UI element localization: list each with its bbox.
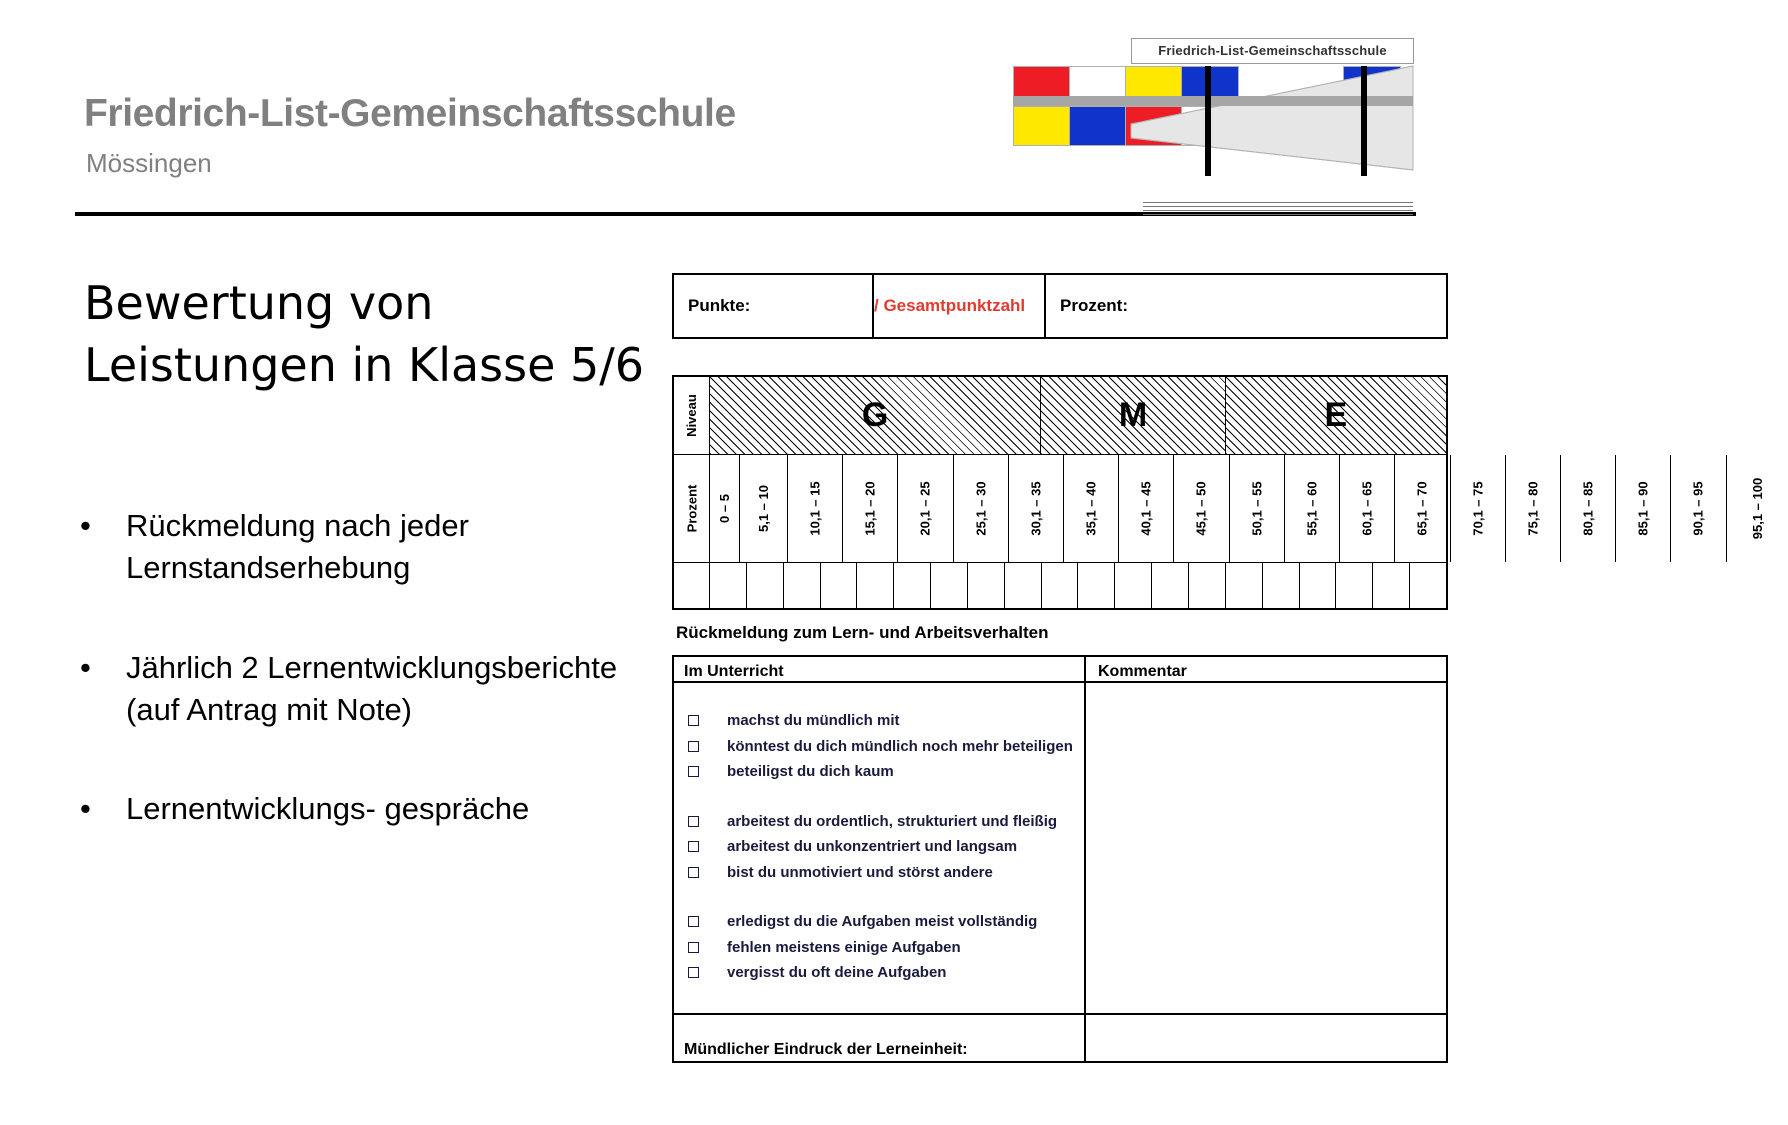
logo-bar-left [1205, 66, 1211, 176]
bullet-list [76, 505, 656, 888]
list-item [76, 647, 656, 731]
percent-range-cell [1671, 455, 1726, 562]
checkbox-icon[interactable] [688, 741, 699, 752]
percent-check-cell[interactable] [784, 563, 821, 608]
percent-range-text: 75,1 – 80 [1525, 481, 1541, 536]
checkbox-label: machst du mündlich mit [727, 712, 900, 729]
checkbox-group-muendlich [684, 711, 1084, 782]
percent-row [674, 455, 1765, 563]
bullet-text: Jährlich 2 Lernentwicklungsberichte (auf Antrag mit Note) [126, 649, 618, 727]
checkbox-label: beteiligst du dich kaum [727, 763, 894, 780]
niveau-table [672, 375, 1765, 610]
list-item[interactable] [684, 912, 1084, 932]
percent-range-text: 25,1 – 30 [973, 481, 989, 536]
percent-range-text: 15,1 – 20 [862, 481, 878, 536]
school-logo [1013, 34, 1413, 194]
checkbox-icon[interactable] [688, 967, 699, 978]
list-item[interactable] [684, 762, 1084, 782]
percent-check-cell[interactable] [894, 563, 931, 608]
bullet-text: Lernentwicklungs- gespräche [126, 791, 530, 827]
percent-check-cell[interactable] [1226, 563, 1263, 608]
checkbox-icon[interactable] [688, 867, 699, 878]
feedback-table [672, 655, 1448, 1063]
percent-range-cell [788, 455, 843, 562]
school-location: Mössingen [86, 148, 212, 178]
percent-check-cell[interactable] [747, 563, 784, 608]
checkbox-label: fehlen meistens einige Aufgaben [727, 938, 961, 956]
list-item[interactable] [684, 837, 1084, 857]
percent-range-text: 45,1 – 50 [1194, 481, 1210, 536]
percent-range-cell [740, 455, 788, 562]
list-item[interactable] [684, 963, 1084, 983]
percent-range-text: 30,1 – 35 [1028, 481, 1044, 536]
percent-range-cell [710, 455, 740, 562]
list-item[interactable] [684, 711, 1084, 731]
list-item [76, 788, 656, 830]
percent-range-cell [1119, 455, 1174, 562]
percent-range-cell [1451, 455, 1506, 562]
feedback-table-header [674, 657, 1446, 683]
percent-check-cell[interactable] [1300, 563, 1337, 608]
feedback-table-footer [674, 1015, 1446, 1062]
percent-check-cell[interactable] [1115, 563, 1152, 608]
percent-range-text: 95,1 – 100 [1749, 477, 1765, 540]
school-title: Friedrich-List-Gemeinschaftsschule [84, 92, 736, 135]
checkbox-label: erledigst du die Aufgaben meist vollständig [727, 913, 1038, 930]
bullet-text: Rückmeldung nach jeder Lernstandserhebung [126, 508, 469, 585]
slide-header [0, 0, 1500, 220]
checkbox-icon[interactable] [688, 715, 699, 726]
checkbox-label: arbeitest du unkonzentriert und langsam [727, 838, 1018, 855]
percent-range-text: 60,1 – 65 [1359, 481, 1375, 536]
percent-check-row [674, 563, 1446, 608]
feedback-caption: Rückmeldung zum Lern- und Arbeitsverhalten [676, 623, 1049, 642]
checkbox-icon[interactable] [688, 916, 699, 927]
percent-range-text: 5,1 – 10 [755, 485, 771, 532]
kommentar-field[interactable] [1086, 683, 1446, 1013]
logo-caption-label: Friedrich-List-Gemeinschaftsschule [1131, 38, 1414, 64]
points-row [672, 273, 1448, 339]
percent-range-text: 40,1 – 45 [1138, 481, 1154, 536]
percent-range-cell [1727, 455, 1788, 562]
list-item[interactable] [684, 938, 1084, 958]
checkbox-label: arbeitest du ordentlich, strukturiert und fleißig [727, 812, 1058, 830]
percent-range-cell [1009, 455, 1064, 562]
percent-range-cell [1561, 455, 1616, 562]
muendlicher-eindruck-label: Mündlicher Eindruck der Lerneinheit: [674, 1015, 1086, 1062]
percent-check-cell[interactable] [1373, 563, 1410, 608]
percent-check-cell[interactable] [931, 563, 968, 608]
percent-range-text: 70,1 – 75 [1470, 481, 1486, 536]
percent-range-text: 90,1 – 95 [1691, 481, 1707, 536]
percent-check-cell[interactable] [1042, 563, 1079, 608]
percent-range-text: 65,1 – 70 [1414, 481, 1430, 536]
logo-diagonal-graphic [1131, 66, 1413, 170]
bullet-dot-icon: • [80, 649, 91, 685]
percent-range-text: 0 – 5 [716, 494, 732, 523]
muendlicher-eindruck-field[interactable] [1086, 1015, 1446, 1062]
logo-grey-band [1013, 96, 1413, 106]
percent-range-cell [1285, 455, 1340, 562]
prozent-row-label-text: Prozent [684, 484, 700, 533]
percent-range-cell [1230, 455, 1285, 562]
bullet-dot-icon: • [80, 508, 91, 543]
checkbox-group-arbeitsweise [684, 812, 1084, 883]
bullet-dot-icon: • [80, 791, 91, 827]
niveau-level-row [674, 377, 1446, 455]
checkbox-icon[interactable] [688, 841, 699, 852]
percent-check-cell[interactable] [1005, 563, 1042, 608]
percent-range-text: 20,1 – 25 [917, 481, 933, 536]
column-header-kommentar: Kommentar [1098, 663, 1187, 680]
percent-check-cell[interactable] [1410, 563, 1446, 608]
logo-block-yellow-2 [1013, 106, 1071, 146]
logo-bar-right [1361, 66, 1367, 176]
logo-block-blue-3 [1069, 106, 1127, 146]
prozent-label: Prozent: [1060, 296, 1128, 315]
blank-row-label [674, 563, 710, 608]
percent-range-cell [1064, 455, 1119, 562]
percent-check-cell[interactable] [857, 563, 894, 608]
percent-check-cell[interactable] [1078, 563, 1115, 608]
percent-range-cell [1174, 455, 1229, 562]
percent-check-cell[interactable] [821, 563, 858, 608]
list-item [76, 505, 656, 589]
percent-range-cell [1340, 455, 1395, 562]
checkbox-label: bist du unmotiviert und störst andere [727, 863, 993, 881]
percent-range-text: 35,1 – 40 [1083, 481, 1099, 536]
list-item[interactable] [684, 737, 1084, 757]
checkbox-label: vergisst du oft deine Aufgaben [727, 964, 947, 981]
percent-range-text: 10,1 – 15 [807, 481, 823, 536]
percent-check-cell[interactable] [1263, 563, 1300, 608]
logo-base-lines [1143, 202, 1413, 220]
niveau-cell-e: E [1226, 377, 1446, 454]
niveau-cell-m: M [1041, 377, 1226, 454]
percent-range-text: 80,1 – 85 [1580, 481, 1596, 536]
niveau-cell-g: G [710, 377, 1041, 454]
percent-range-cell [1616, 455, 1671, 562]
percent-range-cell [1395, 455, 1450, 562]
percent-range-cell [898, 455, 953, 562]
percent-range-text: 55,1 – 60 [1304, 481, 1320, 536]
percent-range-cell [843, 455, 898, 562]
assessment-form [672, 273, 1765, 1063]
prozent-row-label [674, 455, 710, 562]
percent-check-cell[interactable] [968, 563, 1005, 608]
percent-check-cell[interactable] [1189, 563, 1226, 608]
percent-range-text: 50,1 – 55 [1249, 481, 1265, 536]
niveau-row-label [674, 377, 710, 454]
punkte-label: Punkte: [674, 275, 874, 337]
feedback-table-body [674, 683, 1446, 1015]
niveau-row-label-text: Niveau [684, 394, 700, 437]
percent-range-cell [1506, 455, 1561, 562]
percent-range-cell [954, 455, 1009, 562]
checkbox-icon[interactable] [688, 942, 699, 953]
percent-range-cells [710, 455, 1788, 562]
checkbox-label: könntest du dich mündlich noch mehr beteiligen [727, 737, 1073, 755]
checkbox-icon[interactable] [688, 766, 699, 777]
list-item[interactable] [684, 863, 1084, 883]
percent-check-cell[interactable] [1336, 563, 1373, 608]
percent-check-cell[interactable] [1152, 563, 1189, 608]
checkbox-column [674, 683, 1086, 1013]
gesamtpunktzahl-label: / Gesamtpunktzahl [874, 275, 1046, 337]
list-item[interactable] [684, 812, 1084, 832]
percent-range-text: 85,1 – 90 [1635, 481, 1651, 536]
percent-check-cell[interactable] [710, 563, 747, 608]
page-title: Bewertung von Leistungen in Klasse 5/6 [84, 276, 645, 393]
checkbox-icon[interactable] [688, 816, 699, 827]
column-header-im-unterricht: Im Unterricht [674, 657, 1086, 681]
checkbox-group-aufgaben [684, 912, 1084, 983]
